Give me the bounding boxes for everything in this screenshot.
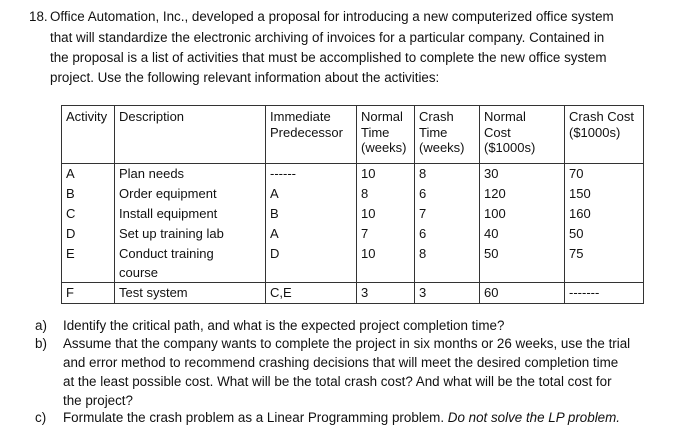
cell-crash-time: 6 bbox=[415, 184, 480, 204]
question-b-line: and error method to recommend crashing decisions that will meet the desired completion time bbox=[63, 355, 619, 370]
cell-activity: C bbox=[62, 204, 115, 224]
question-c-italic: Do not solve the LP problem. bbox=[447, 410, 620, 425]
header-description: Description bbox=[115, 106, 266, 164]
cell-normal-cost: 60 bbox=[480, 283, 565, 304]
cell-crash-time: 8 bbox=[415, 244, 480, 283]
cell-normal-time: 10 bbox=[357, 204, 415, 224]
cell-crash-time: 3 bbox=[415, 283, 480, 304]
cell-crash-cost: ------- bbox=[565, 283, 644, 304]
cell-description: Test system bbox=[115, 283, 266, 304]
question-a-text: Identify the critical path, and what is the expected project completion time? bbox=[63, 318, 505, 333]
cell-description: Order equipment bbox=[115, 184, 266, 204]
table-row bbox=[62, 283, 644, 304]
cell-normal-cost: 30 bbox=[480, 164, 565, 185]
table-row bbox=[62, 224, 644, 244]
cell-crash-cost: 50 bbox=[565, 224, 644, 244]
table-header-row bbox=[62, 106, 644, 164]
question-c-label: c) bbox=[35, 410, 47, 425]
header-crash-time: Crash Time (weeks) bbox=[415, 106, 480, 164]
cell-normal-time: 10 bbox=[357, 244, 415, 283]
cell-predecessor: A bbox=[266, 184, 357, 204]
table-row bbox=[62, 244, 644, 283]
cell-crash-cost: 150 bbox=[565, 184, 644, 204]
cell-activity: E bbox=[62, 244, 115, 283]
cell-normal-time: 8 bbox=[357, 184, 415, 204]
problem-line: that will standardize the electronic archiving of invoices for a particular company. Contained in bbox=[50, 30, 605, 45]
header-activity: Activity bbox=[62, 106, 115, 164]
activity-table bbox=[61, 105, 644, 304]
cell-description: Install equipment bbox=[115, 204, 266, 224]
cell-predecessor: B bbox=[266, 204, 357, 224]
cell-normal-cost: 100 bbox=[480, 204, 565, 224]
header-normal-time: Normal Time (weeks) bbox=[357, 106, 415, 164]
table-row bbox=[62, 184, 644, 204]
question-b-label: b) bbox=[35, 336, 47, 351]
problem-line: project. Use the following relevant information about the activities: bbox=[50, 70, 440, 85]
table-row bbox=[62, 204, 644, 224]
cell-crash-cost: 70 bbox=[565, 164, 644, 185]
question-b-line: at the least possible cost. What will be the total crash cost? And what will be the total cost for bbox=[63, 374, 612, 389]
cell-description: Set up training lab bbox=[115, 224, 266, 244]
cell-predecessor: C,E bbox=[266, 283, 357, 304]
cell-normal-cost: 120 bbox=[480, 184, 565, 204]
cell-normal-cost: 40 bbox=[480, 224, 565, 244]
header-predecessor: Immediate Predecessor bbox=[266, 106, 357, 164]
cell-normal-cost: 50 bbox=[480, 244, 565, 283]
question-a-label: a) bbox=[35, 318, 47, 333]
header-crash-cost: Crash Cost ($1000s) bbox=[565, 106, 644, 164]
cell-crash-cost: 160 bbox=[565, 204, 644, 224]
cell-activity: F bbox=[62, 283, 115, 304]
header-normal-cost: Normal Cost ($1000s) bbox=[480, 106, 565, 164]
cell-activity: D bbox=[62, 224, 115, 244]
cell-predecessor: ------ bbox=[266, 164, 357, 185]
cell-description: Plan needs bbox=[115, 164, 266, 185]
question-c-text bbox=[63, 410, 620, 425]
problem-line: the proposal is a list of activities that must be accomplished to complete the new office system bbox=[50, 50, 607, 65]
problem-number: 18. bbox=[29, 9, 48, 24]
cell-predecessor: D bbox=[266, 244, 357, 283]
question-b-line: Assume that the company wants to complete the project in six months or 26 weeks, use the trial bbox=[63, 336, 631, 351]
cell-normal-time: 7 bbox=[357, 224, 415, 244]
problem-line: Office Automation, Inc., developed a proposal for introducing a new computerized office system bbox=[50, 9, 614, 24]
question-c-plain: Formulate the crash problem as a Linear Programming problem. bbox=[63, 410, 445, 425]
table-row bbox=[62, 164, 644, 185]
cell-crash-time: 6 bbox=[415, 224, 480, 244]
cell-predecessor: A bbox=[266, 224, 357, 244]
cell-activity: A bbox=[62, 164, 115, 185]
cell-crash-time: 8 bbox=[415, 164, 480, 185]
cell-normal-time: 3 bbox=[357, 283, 415, 304]
cell-activity: B bbox=[62, 184, 115, 204]
cell-normal-time: 10 bbox=[357, 164, 415, 185]
cell-description: Conduct training course bbox=[115, 244, 266, 283]
cell-crash-cost: 75 bbox=[565, 244, 644, 283]
question-b-line: the project? bbox=[63, 393, 133, 408]
cell-crash-time: 7 bbox=[415, 204, 480, 224]
